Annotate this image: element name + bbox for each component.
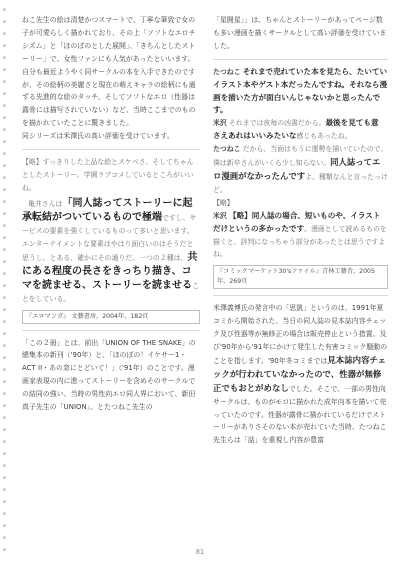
binding-hole (3, 260, 6, 263)
binding-hole (3, 428, 6, 431)
interview-line-2-emphasis: 最後を見ても意 さえあれはいいみたいな (213, 118, 379, 141)
binding-hole (3, 332, 6, 335)
right-paragraph-2-pre: 米澤義博氏の発言中の「思凱」というのは、1991年夏コミから開始された、当日の同人誌の見本誌内容チェック及び性器等が無修正の場合は販売停止という措置、及び'90年から'91年にかけて発生した有害コミック騒動 (213, 304, 387, 352)
binding-hole (3, 248, 6, 251)
quote-divider-top (22, 149, 200, 150)
quote-2-mid: ですし、サービスの要素を強くしているものって多いと思います。エンターテイメントな要素はやはり面白いのはそうだと思うし、とある、確かにその通りだ。一つの２種は、 (22, 213, 197, 262)
binding-hole (3, 200, 6, 203)
quote-tag: 【略】 (22, 158, 43, 167)
interview-line-3-emphasis: 同人誌ってエロ漫画がなかったんです (213, 157, 381, 181)
binding-hole (3, 392, 6, 395)
binding-hole (3, 296, 6, 299)
interview-line-1 (213, 66, 388, 118)
binding-hole (3, 500, 6, 503)
binding-hole (3, 224, 6, 227)
binding-hole (3, 152, 6, 155)
binding-holes (3, 8, 9, 560)
interview-line-3-post: よ。種類なんと言ったっけど。 (213, 172, 388, 194)
binding-hole (3, 44, 6, 47)
quote-2-post: ことをしている。 (22, 281, 199, 303)
binding-hole (3, 128, 6, 131)
binding-hole (3, 164, 6, 167)
quote-2-emphasis-1: 「同人誌ってストーリーに起承転結がついているもので極端 (22, 197, 193, 223)
right-paragraph-2-mid: のことを指します。'90年冬コミまでは (213, 343, 388, 365)
interview-divider-top (213, 59, 388, 60)
binding-hole (3, 188, 6, 191)
interview-line-3 (213, 143, 388, 197)
binding-hole (3, 308, 6, 311)
binding-hole (3, 8, 6, 11)
interview-line-4-post: 。漫画として読めるものを描くと、評判になっちゃう部分があったとは思うですよね。 (213, 224, 387, 259)
binding-hole (3, 416, 6, 419)
binding-hole (3, 236, 6, 239)
binding-hole (3, 536, 6, 539)
binding-hole (3, 140, 6, 143)
binding-hole (3, 488, 6, 491)
binding-hole (3, 368, 6, 371)
binding-hole (3, 116, 6, 119)
interview-omission-tag: 【略】 (213, 198, 234, 207)
right-paragraph-2-post: でした。そこで、一部の男性向サークルは、ものがモロに描かれた成年向本を描いて売っていたのです。性器が露骨に描かれているだけでストーリーがありさそのない本が売れていた当時、たつねこ先生らは「話」を重視し内容が豊富 (213, 384, 387, 445)
interview-line-2-text: それまでは夜毎の凶書だから。 (228, 119, 326, 128)
page-number: 81 (195, 548, 205, 556)
binding-hole (3, 284, 6, 287)
binding-hole (3, 404, 6, 407)
binding-hole (3, 212, 6, 215)
left-paragraph-2: 同シリーズは米澤氏の高い評価を受けています。 (22, 132, 174, 141)
review-quote-block (22, 156, 200, 323)
binding-hole (3, 380, 6, 383)
source-citation-1: 『エロマンガ』 文藝書房，2004年，182頁 (22, 310, 200, 324)
binding-hole (3, 20, 6, 23)
left-paragraph-3: 「この２冊」とは、前出「UNION OF THE SNAKE」の總集本の新刊（'90年）と、「ほのぼの！イケサー1・ACT II・あの窓にとどいて！」（'91年）のことです。漫画家表現の内に進ってストーリーを含めそのサークルでの結同の強い、当時の男性向エロ同人界において、新田真子先生の「UNION」、とたつねこ先生の (22, 338, 196, 412)
review-quote-2 (22, 197, 200, 306)
quote-divider-bottom (22, 330, 200, 331)
right-paragraph-2 (213, 302, 388, 447)
interview-line-2 (213, 117, 388, 143)
binding-hole (3, 32, 6, 35)
binding-hole (3, 68, 6, 71)
interview-divider-bottom (213, 295, 388, 296)
quote-2-pre: 亀井さんは (28, 199, 63, 208)
binding-hole (3, 272, 6, 275)
right-paragraph-2-emphasis: 見本誌内容チェックが行われていなかったので、性器が無修正でもおとがめなし (213, 354, 387, 393)
binding-hole (3, 452, 6, 455)
binding-hole (3, 356, 6, 359)
binding-hole (3, 80, 6, 83)
speaker-tatsuneko: たつねこ (213, 67, 241, 76)
binding-hole (3, 440, 6, 443)
binding-hole (3, 176, 6, 179)
right-paragraph-1: 「星闘星」」は、ちゃんとストーリーがあってページ数も多い漫画を描くサークルとして高い評価を受けていました。 (213, 16, 387, 50)
speaker-yonezawa: 米沢 (213, 119, 227, 128)
left-paragraph-1: ねこ先生の絵は清楚かつスマートで、丁寧な筆致で女の子が可愛らしく描かれており、その上「ソフトなエロチシズム」と「ほのぼのとした展開」、「きちんとしたストーリー」で、女性ファンにも人気があったといいます。自分も最近ようやく同サークルの本を入手できたのですが、その絵柄の美麗さと現在の萌えキャラの絵柄にも通ずる先進的な絵のタッチ、そしてソフトなエロ（性器は露骨には描写されていない）など、当時ここまでのものを描かれていたことに驚きました。 (22, 16, 196, 128)
source-citation-2: 『コミックマーケット30'sファイル』青林工藝舎，2005年，269頁 (213, 265, 388, 289)
interview-line-3-pre: だから、当面はもうに運勢を描いていたので、僕は新卒さんがいくら少し知らない。 (213, 145, 388, 168)
quote-1-text: すっきりした上品な絵とスケベさ、そしてちゃんとしたストーリー。学園ラブコメしているところがいいね。 (22, 158, 194, 192)
review-quote-1 (22, 156, 200, 195)
binding-hole (3, 524, 6, 527)
interview-line-4-emphasis: 【略】同人誌の場合、短いものや、イラストだけというの多かったです (213, 210, 381, 233)
binding-hole (3, 56, 6, 59)
interview-quote-block (213, 66, 388, 290)
binding-hole (3, 104, 6, 107)
speaker-yonezawa-2: 米沢 (213, 211, 227, 220)
interview-line-4 (213, 210, 388, 262)
interview-line-1-text: それまで売れていた本を見たら、たいていイラスト本やゲスト本だったんですね。それなら漫画を描いた方が面白いんじゃないかと思ったんです。 (213, 66, 388, 115)
right-column (213, 14, 388, 447)
binding-hole (3, 92, 6, 95)
left-column (22, 14, 200, 414)
binding-hole (3, 464, 6, 467)
interview-line-2-post: 感じもあったね。 (296, 132, 352, 141)
binding-hole (3, 512, 6, 515)
binding-hole (3, 344, 6, 347)
binding-hole (3, 320, 6, 323)
quote-2-emphasis-2: 共にある程度の長さをきっちり描き、コマを読ませる、ストーリーを読ませる (22, 251, 198, 291)
binding-hole (3, 476, 6, 479)
speaker-tatsuneko-2: たつねこ (213, 145, 241, 154)
